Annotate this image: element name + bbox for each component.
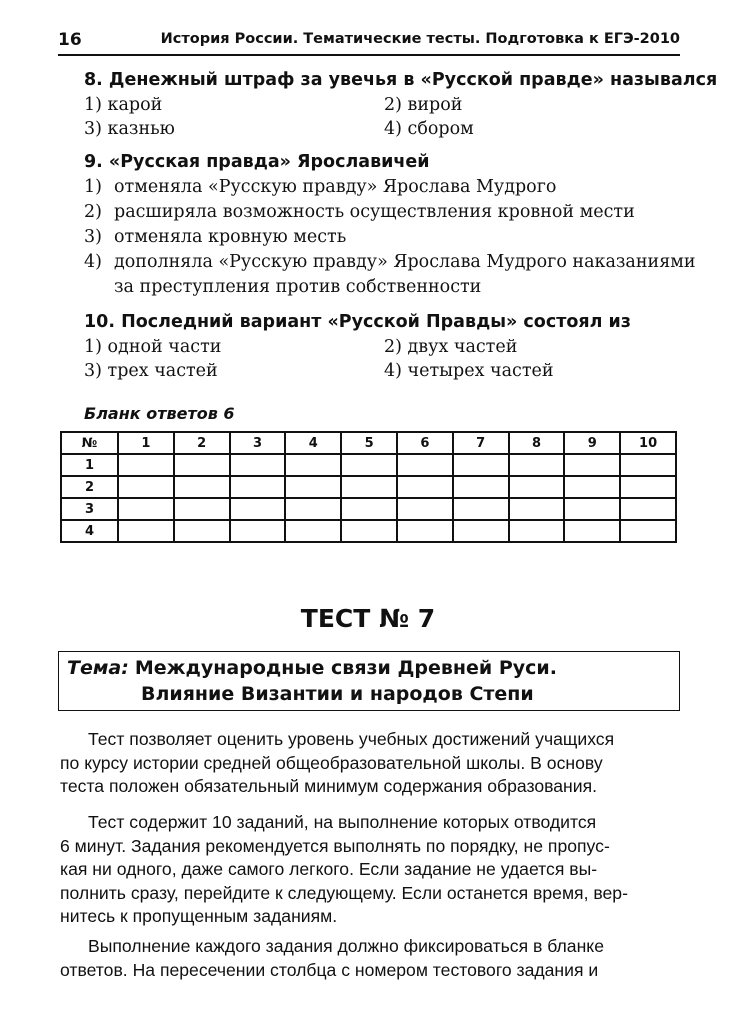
row-header: 2 (61, 476, 118, 498)
answer-option: 3) казнью (84, 119, 175, 139)
answer-option: 2) расширяла возможность осуществления кровной мести (84, 202, 635, 222)
question-8 (84, 68, 718, 141)
answer-cell[interactable] (397, 476, 453, 498)
answer-cell[interactable] (174, 454, 230, 476)
column-header: 6 (397, 432, 453, 454)
row-header: 1 (61, 454, 118, 476)
answer-cell[interactable] (509, 498, 565, 520)
answer-option: 3) трех частей (84, 361, 218, 381)
answer-cell[interactable] (620, 454, 676, 476)
answer-cell[interactable] (118, 454, 174, 476)
row-header: 4 (61, 520, 118, 542)
answer-cell[interactable] (564, 498, 620, 520)
topic-label: Тема: (67, 657, 129, 679)
answer-cell[interactable] (341, 520, 397, 542)
answer-cell[interactable] (620, 476, 676, 498)
table-corner-cell: № (61, 432, 118, 454)
answer-option: 2) двух частей (384, 337, 518, 357)
answer-cell[interactable] (174, 520, 230, 542)
column-header: 3 (230, 432, 286, 454)
question-title: 8. Денежный штраф за увечья в «Русской правде» назывался (84, 70, 718, 90)
answer-cell[interactable] (285, 476, 341, 498)
column-header: 2 (174, 432, 230, 454)
column-header: 7 (453, 432, 509, 454)
answer-sheet-table (60, 431, 677, 543)
answer-cell[interactable] (397, 520, 453, 542)
answer-option: 1) отменяла «Русскую правду» Ярослава Мудрого (84, 177, 557, 197)
topic-line-1: Международные связи Древней Руси. (134, 657, 557, 679)
running-header (58, 28, 680, 56)
answer-cell[interactable] (453, 520, 509, 542)
answer-cell[interactable] (118, 520, 174, 542)
page-number: 16 (58, 30, 82, 50)
column-header: 4 (285, 432, 341, 454)
answer-option-continuation: за преступления против собственности (114, 277, 482, 297)
column-header: 10 (620, 432, 676, 454)
answer-cell[interactable] (453, 454, 509, 476)
column-header: 9 (564, 432, 620, 454)
table-row (61, 498, 676, 520)
answer-cell[interactable] (118, 476, 174, 498)
table-row (61, 520, 676, 542)
test-title: ТЕСТ № 7 (300, 604, 436, 633)
answer-option: 1) одной части (84, 337, 222, 357)
table-row (61, 476, 676, 498)
answer-cell[interactable] (285, 498, 341, 520)
answer-option: 4) дополняла «Русскую правду» Ярослава Мудрого наказаниями (84, 252, 696, 272)
answer-option: 3) отменяла кровную месть (84, 227, 347, 247)
answer-cell[interactable] (118, 498, 174, 520)
answer-cell[interactable] (285, 454, 341, 476)
answer-cell[interactable] (453, 476, 509, 498)
answer-sheet-caption: Бланк ответов 6 (84, 404, 235, 423)
answer-cell[interactable] (230, 454, 286, 476)
answer-cell[interactable] (620, 498, 676, 520)
book-title: История России. Тематические тесты. Подготовка к ЕГЭ-2010 (160, 31, 680, 47)
answer-cell[interactable] (341, 476, 397, 498)
intro-paragraph-1: Тест позволяет оценить уровень учебных достижений учащихся по курсу истории средней общеобразовательной школы. В основу теста положен обязательный минимум содержания образования. (60, 729, 615, 796)
answer-cell[interactable] (509, 520, 565, 542)
question-10 (84, 310, 684, 383)
table-header-row (61, 432, 676, 454)
answer-cell[interactable] (564, 476, 620, 498)
answer-cell[interactable] (230, 498, 286, 520)
column-header: 1 (118, 432, 174, 454)
answer-cell[interactable] (230, 476, 286, 498)
intro-paragraph-2: Тест содержит 10 заданий, на выполнение которых отводится 6 минут. Задания рекомендуется выполнять по порядку, не пропус- кая ни одного, даже самого легкого. Если задание не удается вы- полнить сразу, перейдите к следующему. Если останется время, вер- нитесь к пропущенным заданиям. (60, 812, 628, 926)
answer-cell[interactable] (509, 476, 565, 498)
intro-paragraph-3: Выполнение каждого задания должно фиксироваться в бланке ответов. На пересечении столбца с номером тестового задания и (60, 936, 604, 980)
answer-cell[interactable] (397, 454, 453, 476)
answer-cell[interactable] (341, 498, 397, 520)
answer-cell[interactable] (620, 520, 676, 542)
column-header: 8 (509, 432, 565, 454)
answer-cell[interactable] (230, 520, 286, 542)
answer-cell[interactable] (174, 498, 230, 520)
answer-cell[interactable] (341, 454, 397, 476)
column-header: 5 (341, 432, 397, 454)
question-title: 9. «Русская правда» Ярославичей (84, 152, 430, 172)
answer-cell[interactable] (509, 454, 565, 476)
answer-option: 4) сбором (384, 119, 474, 139)
question-9 (84, 150, 696, 300)
row-header: 3 (61, 498, 118, 520)
question-title: 10. Последний вариант «Русской Правды» состоял из (84, 312, 631, 332)
answer-cell[interactable] (564, 520, 620, 542)
answer-option: 1) карой (84, 95, 163, 115)
topic-box (58, 651, 680, 711)
answer-cell[interactable] (397, 498, 453, 520)
answer-cell[interactable] (564, 454, 620, 476)
answer-option: 2) вирой (384, 95, 463, 115)
answer-cell[interactable] (453, 498, 509, 520)
topic-line-2: Влияние Византии и народов Степи (141, 683, 534, 705)
answer-cell[interactable] (285, 520, 341, 542)
answer-cell[interactable] (174, 476, 230, 498)
answer-option: 4) четырех частей (384, 361, 554, 381)
table-row (61, 454, 676, 476)
